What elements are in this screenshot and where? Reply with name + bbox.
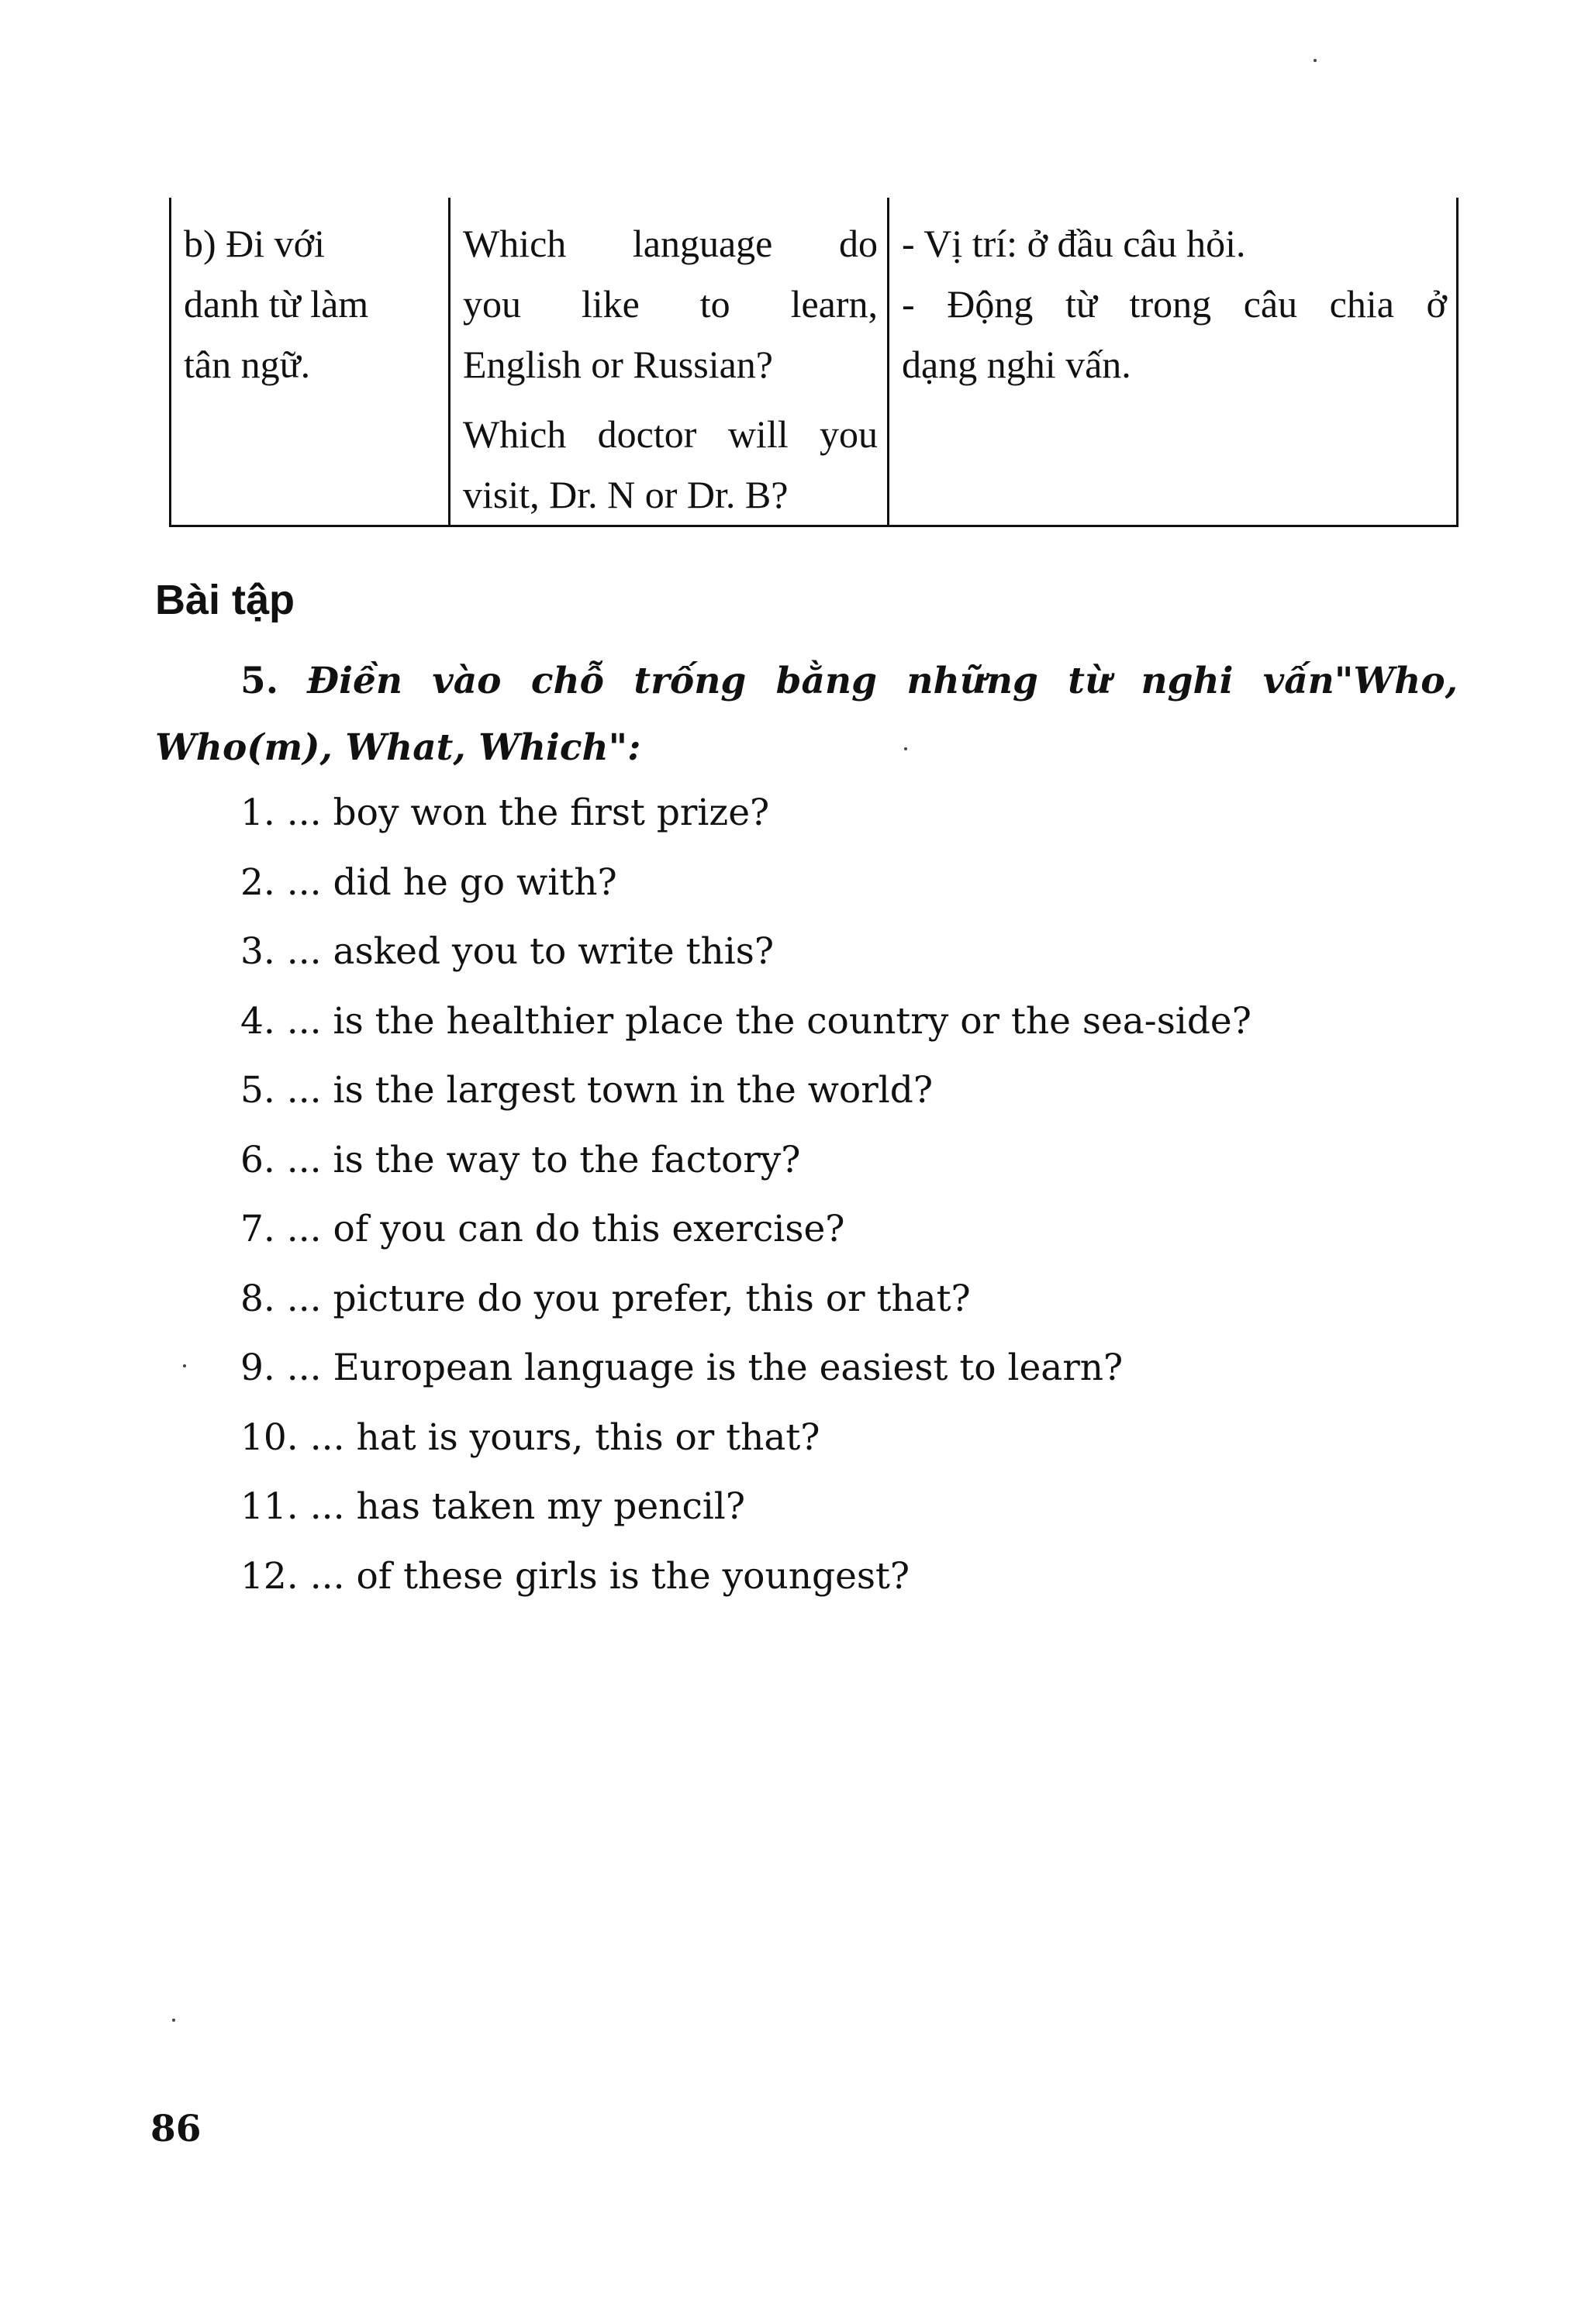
usage-cell xyxy=(171,198,450,526)
exercise-instruction xyxy=(155,648,1458,781)
item-text: ... boy won the first prize? xyxy=(286,791,770,834)
exercise-instruction-text: Điền vào chỗ trống bằng những từ nghi vấn"Who, Who(m), What, Which": xyxy=(155,660,1458,769)
example-cell xyxy=(450,198,889,526)
scan-speck xyxy=(172,2019,175,2022)
scan-speck xyxy=(1314,59,1317,62)
item-number: 8. xyxy=(240,1277,275,1320)
item-text: ... is the largest town in the world? xyxy=(286,1069,934,1112)
item-text: ... of these girls is the youngest? xyxy=(309,1554,910,1598)
item-text: ... hat is yours, this or that? xyxy=(309,1415,820,1459)
usage-line: tân ngữ. xyxy=(184,343,311,386)
item-number: 3. xyxy=(240,930,275,973)
usage-line: danh từ làm xyxy=(184,282,369,326)
item-number: 2. xyxy=(240,860,275,904)
item-text: ... European language is the easiest to learn? xyxy=(286,1346,1124,1389)
usage-line: b) Đi với xyxy=(184,222,325,265)
item-text: ... asked you to write this? xyxy=(286,930,775,973)
list-item xyxy=(240,778,1251,848)
example-line: Which language do xyxy=(463,222,878,265)
item-number: 1. xyxy=(240,791,275,834)
grammar-table xyxy=(169,198,1459,527)
item-text: ... is the way to the factory? xyxy=(286,1138,801,1181)
example-line: Which doctor will you xyxy=(463,412,878,456)
item-number: 7. xyxy=(240,1208,275,1250)
list-item xyxy=(240,917,1251,987)
item-text: ... has taken my pencil? xyxy=(309,1485,746,1528)
list-item xyxy=(240,987,1251,1057)
exercise-number: 5. xyxy=(240,660,279,702)
table-row xyxy=(171,198,1458,526)
item-number: 5. xyxy=(240,1069,275,1112)
scan-speck xyxy=(183,1364,186,1367)
exercise-list xyxy=(240,778,1251,1611)
list-item xyxy=(240,1403,1251,1473)
list-item xyxy=(240,1472,1251,1542)
item-text: ... is the healthier place the country or the sea-side? xyxy=(286,999,1251,1043)
example-line: English or Russian? xyxy=(463,343,773,386)
item-number: 12. xyxy=(240,1554,299,1598)
item-number: 6. xyxy=(240,1138,275,1181)
item-number: 11. xyxy=(240,1485,299,1528)
example-line: you like to learn, xyxy=(463,282,878,326)
page-number: 86 xyxy=(150,2108,202,2150)
item-text: ... did he go with? xyxy=(286,860,617,904)
list-item xyxy=(240,1333,1251,1403)
list-item xyxy=(240,1542,1251,1612)
note-line: - Vị trí: ở đầu câu hỏi. xyxy=(902,222,1246,265)
list-item xyxy=(240,848,1251,918)
list-item xyxy=(240,1126,1251,1195)
note-line: - Động từ trong câu chia ở xyxy=(902,282,1447,326)
list-item xyxy=(240,1264,1251,1334)
item-number: 9. xyxy=(240,1346,275,1389)
scan-speck xyxy=(904,747,907,750)
example-line: visit, Dr. N or Dr. B? xyxy=(463,473,789,516)
item-number: 10. xyxy=(240,1415,299,1459)
note-cell xyxy=(889,198,1458,526)
list-item xyxy=(240,1195,1251,1264)
note-line: dạng nghi vấn. xyxy=(902,343,1131,386)
item-number: 4. xyxy=(240,999,275,1043)
list-item xyxy=(240,1056,1251,1126)
item-text: ... of you can do this exercise? xyxy=(286,1208,845,1250)
item-text: ... picture do you prefer, this or that? xyxy=(286,1277,971,1320)
section-heading: Bài tập xyxy=(155,577,295,623)
